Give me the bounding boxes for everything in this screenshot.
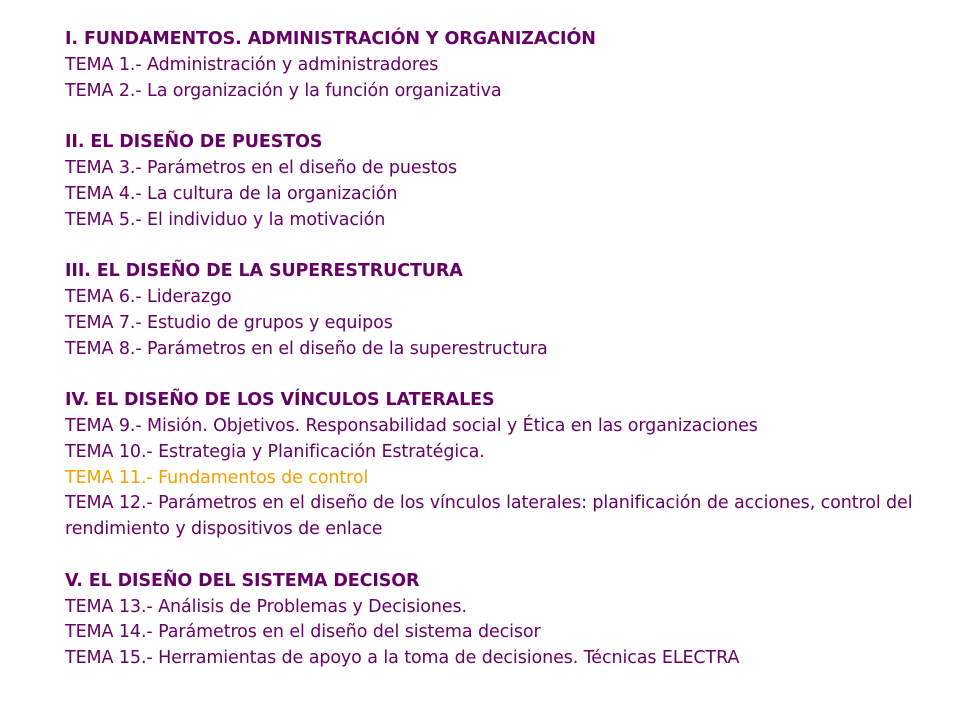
- section-title: I. FUNDAMENTOS. ADMINISTRACIÓN Y ORGANIZACIÓN: [65, 29, 596, 49]
- topic-item: TEMA 2.- La organización y la función organizativa: [65, 80, 502, 101]
- course-outline: [65, 27, 945, 672]
- section-3: [65, 259, 945, 362]
- spacer: [65, 104, 945, 130]
- section-2: [65, 130, 945, 233]
- section-5: [65, 569, 945, 672]
- spacer: [65, 362, 945, 388]
- topic-item: TEMA 8.- Parámetros en el diseño de la superestructura: [65, 338, 548, 359]
- topic-item-highlighted: TEMA 11.- Fundamentos de control: [65, 467, 369, 488]
- spacer: [65, 233, 945, 259]
- topic-item: TEMA 4.- La cultura de la organización: [65, 183, 398, 204]
- topic-item: TEMA 6.- Liderazgo: [65, 286, 232, 307]
- topic-item: TEMA 13.- Análisis de Problemas y Decisiones.: [65, 596, 468, 617]
- topic-item: TEMA 15.- Herramientas de apoyo a la toma de decisiones. Técnicas ELECTRA: [65, 648, 740, 669]
- topic-item: TEMA 5.- El individuo y la motivación: [65, 209, 386, 230]
- section-title: IV. EL DISEÑO DE LOS VÍNCULOS LATERALES: [65, 390, 495, 411]
- section-1: [65, 27, 945, 104]
- section-title: III. EL DISEÑO DE LA SUPERESTRUCTURA: [65, 261, 463, 282]
- topic-item: TEMA 14.- Parámetros en el diseño del sistema decisor: [65, 622, 541, 643]
- topic-item: TEMA 12.- Parámetros en el diseño de los vínculos laterales: planificación de acciones, control del rendimiento y dispositivos de enlace: [65, 493, 913, 540]
- topic-item: TEMA 10.- Estrategia y Planificación Estratégica.: [65, 441, 485, 462]
- spacer: [65, 543, 945, 569]
- section-title: II. EL DISEÑO DE PUESTOS: [65, 132, 323, 153]
- topic-item: TEMA 9.- Misión. Objetivos. Responsabilidad social y Ética en las organizaciones: [65, 415, 758, 436]
- section-4: [65, 388, 945, 543]
- topic-item: TEMA 3.- Parámetros en el diseño de puestos: [65, 157, 457, 178]
- topic-item: TEMA 7.- Estudio de grupos y equipos: [65, 312, 393, 333]
- section-title: V. EL DISEÑO DEL SISTEMA DECISOR: [65, 570, 420, 591]
- topic-item: TEMA 1.- Administración y administradores: [65, 54, 439, 75]
